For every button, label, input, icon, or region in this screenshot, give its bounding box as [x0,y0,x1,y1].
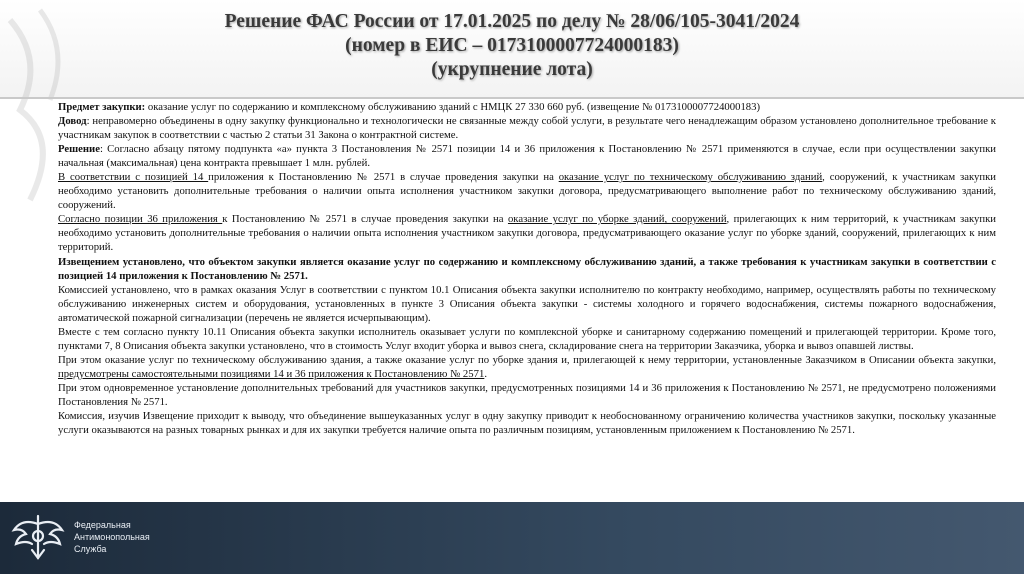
underlined-text: предусмотрены самостоятельными позициями 14 и 36 приложения к Постановлению № 2571 [58,367,485,380]
underlined-text: В соответствии с позицией 14 [58,171,209,184]
org-line-3: Служба [74,544,107,554]
decision-label: Решение [58,143,100,156]
paragraph-simultaneous-requirements: При этом одновременное установление дополнительных требований для участников закупки, предусмотренных позициями 14 и 36 приложения к Постановлению № 2571, не предусмотрено положениями Постановления № 2571. [58,381,996,408]
paragraph-subject [58,100,996,114]
footer-bar [0,502,1024,574]
text-span: к Постановлению № 2571 в случае проведения закупки на [222,213,508,226]
org-line-1: Федеральная [74,520,131,530]
subject-text: оказание услуг по содержанию и комплексному обслуживанию зданий с НМЦК 27 330 660 руб. (извещение № 0173100007724000183) [145,101,761,113]
eagle-emblem-icon [8,510,68,566]
text-span: . [484,367,487,380]
underlined-text: Согласно позиции 36 приложения [58,213,223,226]
paragraph-conclusion: Комиссия, изучив Извещение приходит к выводу, что объединение вышеуказанных услуг в одну закупку приводит к необоснованному ограничению количества участников закупки, поскольку указанные услуги оказываются на разных товарных рынках и для их закупки требуется наличие опыта по различным позициям, установленным приложением к Постановлению № 2571. [58,410,996,437]
title-line-2: (номер в ЕИС – 0173100007724000183) [345,35,679,56]
org-line-2: Антимонопольная [74,532,150,542]
text-span: приложения к Постановлению № 2571 в случае проведения закупки на [208,171,559,184]
paragraph-separate-positions [58,353,996,381]
slide-title [150,10,874,82]
subject-label: Предмет закупки: [58,101,146,113]
paragraph-position-14 [58,170,996,212]
paragraph-notice-finding: Извещением установлено, что объектом закупки является оказание услуг по содержанию и комплексному обслуживанию зданий, а также требования к участникам закупки в соответствии с позицией 14 приложения к Постановлению № 2571. [58,255,996,282]
organization-name [74,519,150,555]
argument-label: Довод [58,115,87,128]
text-span: , прилегающих к ним территорий, к участникам закупки необходимо установить дополнительные требования о наличии опыта исполнения участником закупки договора, предусматривающего оказание услуг по уборке зданий, сооружений, прилегающих к ним территорий. [58,213,996,254]
paragraph-argument [58,114,996,142]
paragraph-commission-finding: Комиссией установлено, что в рамках оказания Услуг в соответствии с пунктом 10.1 Описания объекта закупки исполнителю по контракту необходимо, например, осуществлять работы по техническому обслуживанию инженерных систем и оборудования, установленных в пункте 3 Описания объекта закупки - системы холодного и горячего водоснабжения, системы пожарного водоснабжения, автоматической пожарной сигнализации (перечень не является исчерпывающим). [58,283,996,324]
header-divider [0,97,1024,99]
paragraph-decision [58,142,996,170]
title-line-1: Решение ФАС России от 17.01.2025 по делу № 28/06/105-3041/2024 [224,11,800,32]
title-line-3: (укрупнение лота) [431,59,593,80]
text-span: При этом оказание услуг по техническому обслуживанию здания, а также оказание услуг по уборке здания и, прилегающей к нему территории, установленные Заказчиком в Описании объекта закупки, [58,353,996,366]
underlined-text: оказание услуг по уборке зданий, сооружений [507,213,727,226]
argument-text: : неправомерно объединены в одну закупку функционально и технологически не связанные между собой услуги, в результате чего ненадлежащим образом установлено дополнительное требование к участникам закупок в соответствии с частью 2 статьи 31 Закона о контрактной системе. [58,115,996,142]
underlined-text: оказание услуг по техническому обслуживанию зданий [558,171,823,184]
decision-text [58,100,996,437]
decision-text-body: : Согласно абзацу пятому подпункта «а» пункта 3 Постановления № 2571 позиции 14 и 36 приложения к Постановлению № 2571 применяются в случае, если при осуществлении закупки начальная (максимальная) цена контракта превышает 1 млн. рублей. [58,143,996,170]
paragraph-cleaning-services: Вместе с тем согласно пункту 10.11 Описания объекта закупки исполнитель оказывает услуги по комплексной уборке и санитарному содержанию помещений и прилегающей территории. Кроме того, пунктами 7, 8 Описания объекта закупки установлено, что в стоимость Услуг входит уборка и вывоз снега, складирование снега на территории Заказчика, уборка и вывоз опавшей листвы. [58,325,996,352]
text-span: , сооружений, к участникам закупки необходимо установить дополнительные требования о наличии опыта исполнения участником закупки договора, предусматривающего выполнение работ по техническому обслуживанию зданий, сооружений. [58,171,996,212]
paragraph-position-36 [58,212,996,254]
